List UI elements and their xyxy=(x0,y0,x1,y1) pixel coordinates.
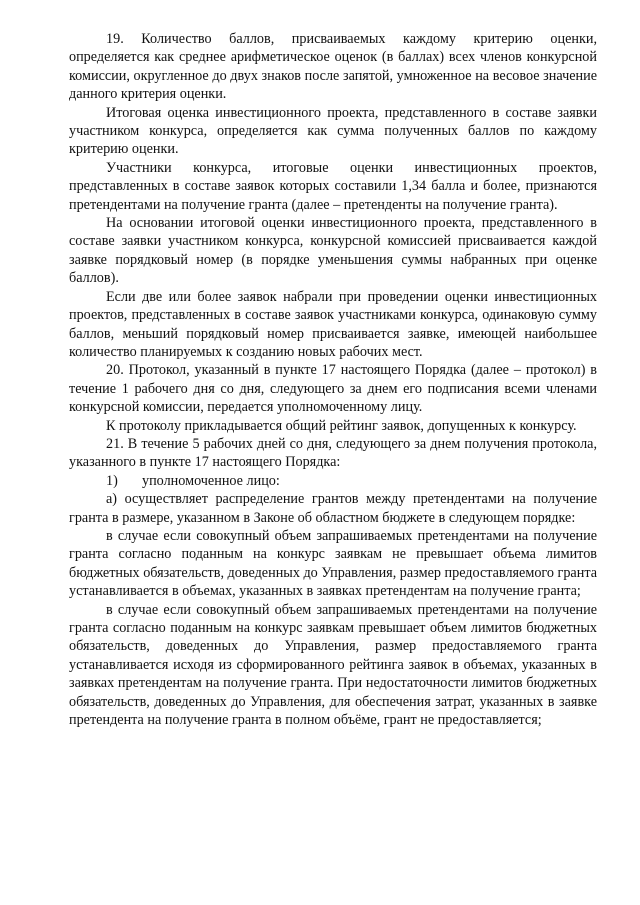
paragraph-20-protocol: 20. Протокол, указанный в пункте 17 настоящего Порядка (далее – протокол) в течение 1 рабочего дня со дня, следующего за днем его подписания всеми членами конкурсной комиссии, передается уполномоченному лицу. xyxy=(69,362,597,416)
paragraph-exceeding-limits: в случае если совокупный объем запрашиваемых претендентами на получение гранта согласно поданным на конкурс заявкам превышает объем лимитов бюджетных обязательств, доведенных до Управления, размер предоставляемого гранта устанавливается исходя из сформированного рейтинга заявок в объемах, указанных в заявках претендентам на получение гранта. При недостаточности лимитов бюджетных обязательств, доведенных до Управления, для обеспечения затрат, указанных в заявке претендента на получение гранта в полном объёме, грант не предоставляется; xyxy=(69,601,597,729)
list-item-text: уполномоченное лицо: xyxy=(142,472,280,489)
document-page xyxy=(69,30,597,729)
paragraph-final-score: Итоговая оценка инвестиционного проекта, представленного в составе заявки участником конкурса, определяется как сумма полученных баллов по каждому критерию оценки. xyxy=(69,104,597,158)
paragraph-19-score-calculation: 19. Количество баллов, присваиваемых каждому критерию оценки, определяется как среднее арифметическое оценок (в баллах) всех членов конкурсной комиссии, округленное до двух знаков после запятой, умноженное на весовое значение данного критерия оценки. xyxy=(69,31,597,103)
paragraph-21-deadline: 21. В течение 5 рабочих дней со дня, следующего за днем получения протокола, указанного в пункте 17 настоящего Порядка: xyxy=(69,435,597,471)
paragraph-not-exceeding-limits: в случае если совокупный объем запрашиваемых претендентами на получение гранта согласно поданным на конкурс заявкам не превышает объема лимитов бюджетных обязательств, доведенных до Управления, размер предоставляемого гранта устанавливается в объемах, указанных в заявках претендентам на получение гранта; xyxy=(69,527,597,600)
list-item-authorized-person xyxy=(69,472,597,490)
paragraph-grant-distribution: а) осуществляет распределение грантов между претендентами на получение гранта в размере, указанном в Законе об областном бюджете в следующем порядке: xyxy=(69,491,597,526)
paragraph-rating-attachment: К протоколу прикладывается общий рейтинг заявок, допущенных к конкурсу. xyxy=(106,417,577,434)
paragraph-grant-applicants: Участники конкурса, итоговые оценки инвестиционных проектов, представленных в составе заявок которых составили 1,34 балла и более, признаются претендентами на получение гранта (далее – претенденты на получение гранта). xyxy=(69,159,597,213)
paragraph-equal-scores: Если две или более заявок набрали при проведении оценки инвестиционных проектов, представленных в составе заявок участниками конкурса, одинаковую сумму баллов, меньший порядковый номер присваивается заявке, имеющей наибольшее количество планируемых к созданию новых рабочих мест. xyxy=(69,288,597,360)
paragraph-order-number: На основании итоговой оценки инвестиционного проекта, представленного в составе заявки участником конкурса, конкурсной комиссией присваивается каждой заявке порядковый номер (в порядке уменьшения суммы набранных при оценке баллов). xyxy=(69,215,597,287)
list-item-marker: 1) xyxy=(106,472,118,489)
